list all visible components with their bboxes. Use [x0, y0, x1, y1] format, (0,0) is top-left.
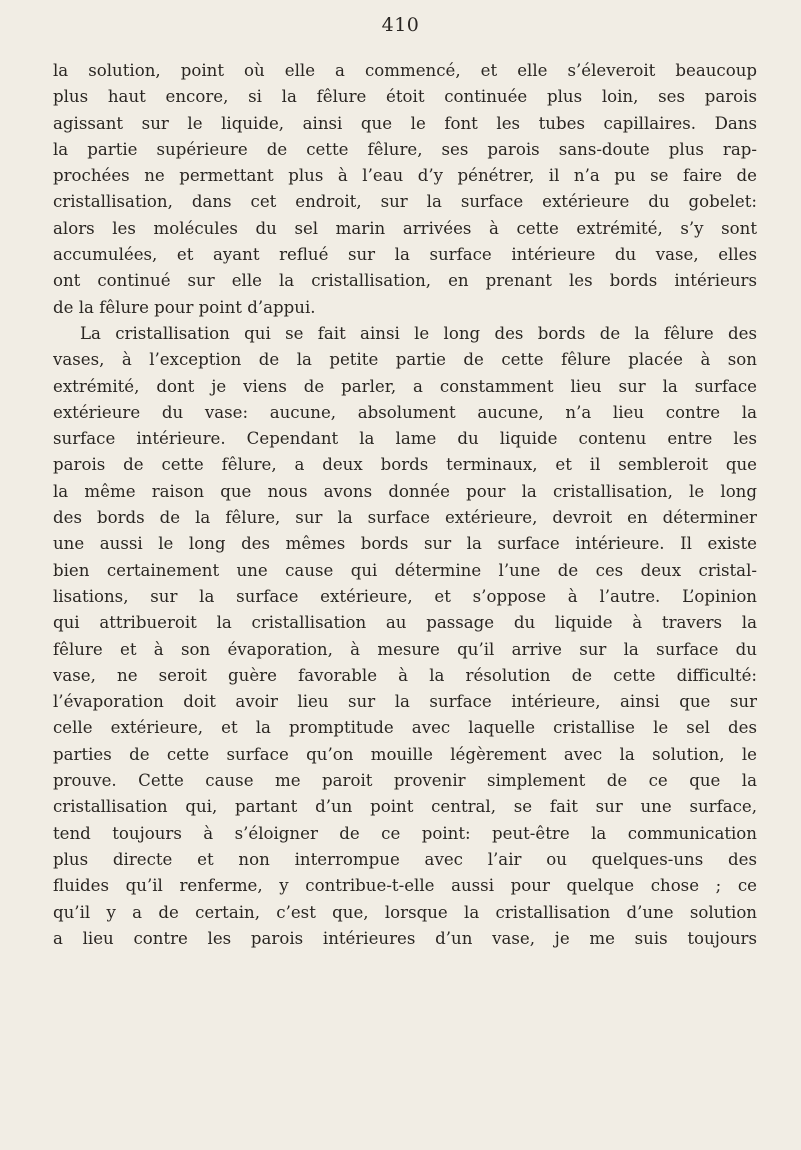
text-line: celle extérieure, et la promptitude avec laquelle cristallise le sel des [53, 718, 757, 738]
text-line: ont continué sur elle la cristallisation, en prenant les bords intérieurs [53, 271, 757, 291]
text-line: la partie supérieure de cette fêlure, ses parois sans-doute plus rap- [53, 139, 757, 159]
text-line: prouve. Cette cause me paroit provenir simplement de ce que la [53, 771, 757, 791]
text-line: La cristallisation qui se fait ainsi le long des bords de la fêlure des [80, 323, 757, 343]
text-line: extrémité, dont je viens de parler, a constamment lieu sur la surface [53, 376, 757, 396]
text-line: vase, ne seroit guère favorable à la résolution de cette difficulté: [53, 665, 757, 685]
text-line: la solution, point où elle a commencé, et elle s’éleveroit beaucoup [53, 61, 757, 80]
text-line: parois de cette fêlure, a deux bords terminaux, et il sembleroit que [53, 455, 757, 475]
text-line: qu’il y a de certain, c’est que, lorsque la cristallisation d’une solution [53, 902, 757, 922]
text-line: alors les molécules du sel marin arrivées à cette extrémité, s’y sont [53, 218, 757, 238]
text-line: parties de cette surface qu’on mouille légèrement avec la solution, le [53, 744, 757, 764]
text-line: la même raison que nous avons donnée pour la cristallisation, le long [53, 481, 757, 501]
text-line: cristallisation qui, partant d’un point central, se fait sur une surface, [53, 797, 757, 817]
text-line: fluides qu’il renferme, y contribue-t-elle aussi pour quelque chose ; ce [53, 876, 757, 896]
text-line: cristallisation, dans cet endroit, sur la surface extérieure du gobelet: [53, 192, 757, 212]
text-line: une aussi le long des mêmes bords sur la surface intérieure. Il existe [53, 534, 757, 554]
text-line: agissant sur le liquide, ainsi que le font les tubes capillaires. Dans [53, 113, 757, 133]
text-line: extérieure du vase: aucune, absolument aucune, n’a lieu contre la [53, 402, 757, 422]
text-line: de la fêlure pour point d’appui. [53, 297, 316, 317]
text-line: accumulées, et ayant reflué sur la surface intérieure du vase, elles [53, 245, 757, 265]
text-line: vases, à l’exception de la petite partie de cette fêlure placée à son [53, 350, 757, 370]
body-text [53, 58, 757, 952]
page-number: 410 [381, 14, 420, 36]
text-line: l’évaporation doit avoir lieu sur la surface intérieure, ainsi que sur [53, 692, 757, 712]
text-line: a lieu contre les parois intérieures d’un vase, je me suis toujours [53, 928, 757, 948]
text-line: plus haut encore, si la fêlure étoit continuée plus loin, ses parois [53, 87, 757, 107]
text-line: tend toujours à s’éloigner de ce point: peut-être la communication [53, 823, 757, 843]
text-line: fêlure et à son évaporation, à mesure qu’il arrive sur la surface du [53, 639, 757, 659]
text-line: prochées ne permettant plus à l’eau d’y pénétrer, il n’a pu se faire de [53, 166, 757, 186]
text-line: des bords de la fêlure, sur la surface extérieure, devroit en déterminer [53, 508, 757, 528]
text-line: bien certainement une cause qui détermine l’une de ces deux cristal- [53, 560, 757, 580]
text-line: lisations, sur la surface extérieure, et s’oppose à l’autre. L’opinion [53, 586, 757, 606]
text-line: surface intérieure. Cependant la lame du liquide contenu entre les [53, 429, 757, 449]
text-line: qui attribueroit la cristallisation au passage du liquide à travers la [53, 613, 757, 633]
text-line: plus directe et non interrompue avec l’air ou quelques-uns des [53, 849, 757, 869]
